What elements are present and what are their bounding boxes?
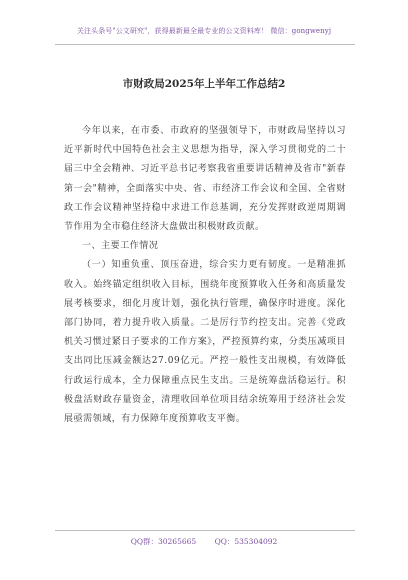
document-title: 市财政局2025年上半年工作总结2 bbox=[122, 78, 286, 90]
document-body bbox=[64, 122, 346, 429]
paragraph-section-1: （一）知重负重、顶压奋进，综合实力更有韧度。一是精准抓收入。始终锚定组织收入目标，围绕年度预算收入任务和高质量发展考核要求，细化月度计划，强化执行管理，确保序时进度。深化部门协同，着力提升收入质量。二是厉行节约控支出。完善《党政机关习惯过紧日子要求的工作方案》，严控预算约束，分类压减项目支出同比压减金额达27.09亿元。严控一般性支出规模，有效降低行政运行成本，全力保障重点民生支出。三是统筹盘活稳运行。积极盘活财政存量资金，清理收回单位项目结余统筹用于经济社会发展亟需领域，有力保障年度预算收支平衡。 bbox=[64, 260, 347, 425]
footer-qq-group: QQ群：30265665 bbox=[130, 537, 197, 546]
footer-qq: QQ：535304092 bbox=[214, 537, 278, 546]
header-banner: 关注头条号"公文研究"，获得最新最全最专业的公文资料库！ 微信：gongwenyj bbox=[76, 27, 332, 35]
section-heading: 一、主要工作情况 bbox=[82, 241, 159, 252]
paragraph-intro: 今年以来，在市委、市政府的坚强领导下，市财政局坚持以习近平新时代中国特色社会主义思想为指导，深入学习贯彻党的二十届三中全会精神、习近平总书记考察我省重要讲话精神及省市"新春第一会"精神，全面落实中央、省、市经济工作会议和全国、全省财政工作会议精神坚持稳中求进工作总基调，充分发挥财政逆周期调节作用为全市稳住经济大盘做出积极财政贡献。 bbox=[64, 126, 346, 233]
footer-divider bbox=[55, 530, 355, 531]
header-divider bbox=[55, 44, 355, 45]
footer bbox=[0, 536, 408, 547]
